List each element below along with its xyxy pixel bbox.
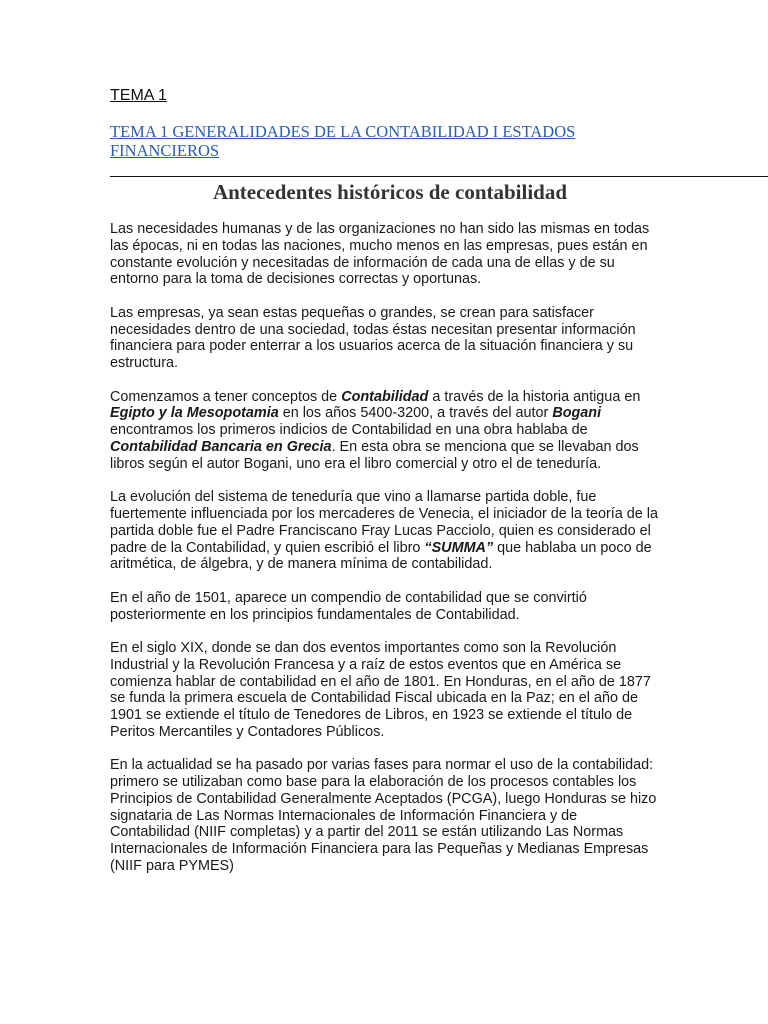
emphasis-summa: “SUMMA” [424,539,494,556]
paragraph-5: En el año de 1501, aparece un compendio de contabilidad que se convirtió posteriormente en los principios fundamentales de Contabilidad. [110,589,587,623]
text-segment: en los años 5400-3200, a través del autor [278,405,553,422]
emphasis-bogani: Bogani [552,405,602,422]
tema-label: TEMA 1 [110,87,167,104]
paragraph-7: En la actualidad se ha pasado por varias fases para normar el uso de la contabilidad: primero se utilizaban como base para la elaboración de los procesos contables los Principios de Contabilidad Generalmente Aceptados (PCGA), luego Honduras se hizo signataria de Las Normas Internacionales de Información Financiera y de Contabilidad (NIIF completas) y a partir del 2011 se están utilizando Las Normas Internacionales de Información Financiera para las Pequeñas y Medianas Empresas (NIIF para PYMES) [110,757,657,875]
tema-title-link[interactable]: TEMA 1 GENERALIDADES DE LA CONTABILIDAD I ESTADOS FINANCIEROS [110,122,576,160]
article-title: Antecedentes históricos de contabilidad [212,180,568,204]
paragraph-4 [110,489,658,573]
paragraph-2: Las empresas, ya sean estas pequeñas o grandes, se crean para satisfacer necesidades dentro de una sociedad, todas éstas necesitan presentar información financiera para poder enterrar a los usuarios acerca de la situación financiera y su estructura. [110,304,636,372]
text-segment: que hablaba un poco de aritmética, de álgebra, y de manera mínima de contabilidad. [110,539,652,573]
paragraph-6: En el siglo XIX, donde se dan dos eventos importantes como son la Revolución Industrial y la Revolución Francesa y a raíz de estos eventos que en América se comienza hablar de contabilidad en el año de 1801. En Honduras, en el año de 1877 se funda la primera escuela de Contabilidad Fiscal ubicada en la Paz; en el año de 1901 se extiende el título de Tenedores de Libros, en 1923 se extiende el título de Peritos Mercantiles y Contadores Públicos. [110,639,651,740]
text-segment: La evolución del sistema de teneduría que vino a llamarse partida doble, fue fuertemente influenciada por los mercaderes de Venecia, el iniciador de la teoría de la partida doble fue el Padre Franciscano Fray Lucas Pacciolo, quien es considerado el padre de la Contabilidad, y quien escribió el libro [110,489,658,556]
horizontal-rule [110,176,768,177]
paragraph-3 [110,389,658,473]
emphasis-contabilidad: Contabilidad [341,388,429,405]
text-segment: . En esta obra se menciona que se llevaban dos libros según el autor Bogani, uno era el libro comercial y otro el de teneduría. [110,438,639,472]
emphasis-contabilidad-bancaria: Contabilidad Bancaria en Grecia [110,438,332,455]
text-segment: encontramos los primeros indicios de Contabilidad en una obra hablaba de [110,422,588,439]
article-body [110,221,658,891]
emphasis-egipto: Egipto y la Mesopotamia [110,405,279,422]
paragraph-1: Las necesidades humanas y de las organizaciones no han sido las mismas en todas las épocas, ni en todas las naciones, mucho menos en las empresas, pues están en constante evolución y necesitadas de información de cada una de ellas y de su entorno para la toma de decisiones correctas y oportunas. [110,221,650,288]
text-segment: Comenzamos a tener conceptos de [110,388,342,405]
text-segment: a través de la historia antigua en [428,388,641,405]
